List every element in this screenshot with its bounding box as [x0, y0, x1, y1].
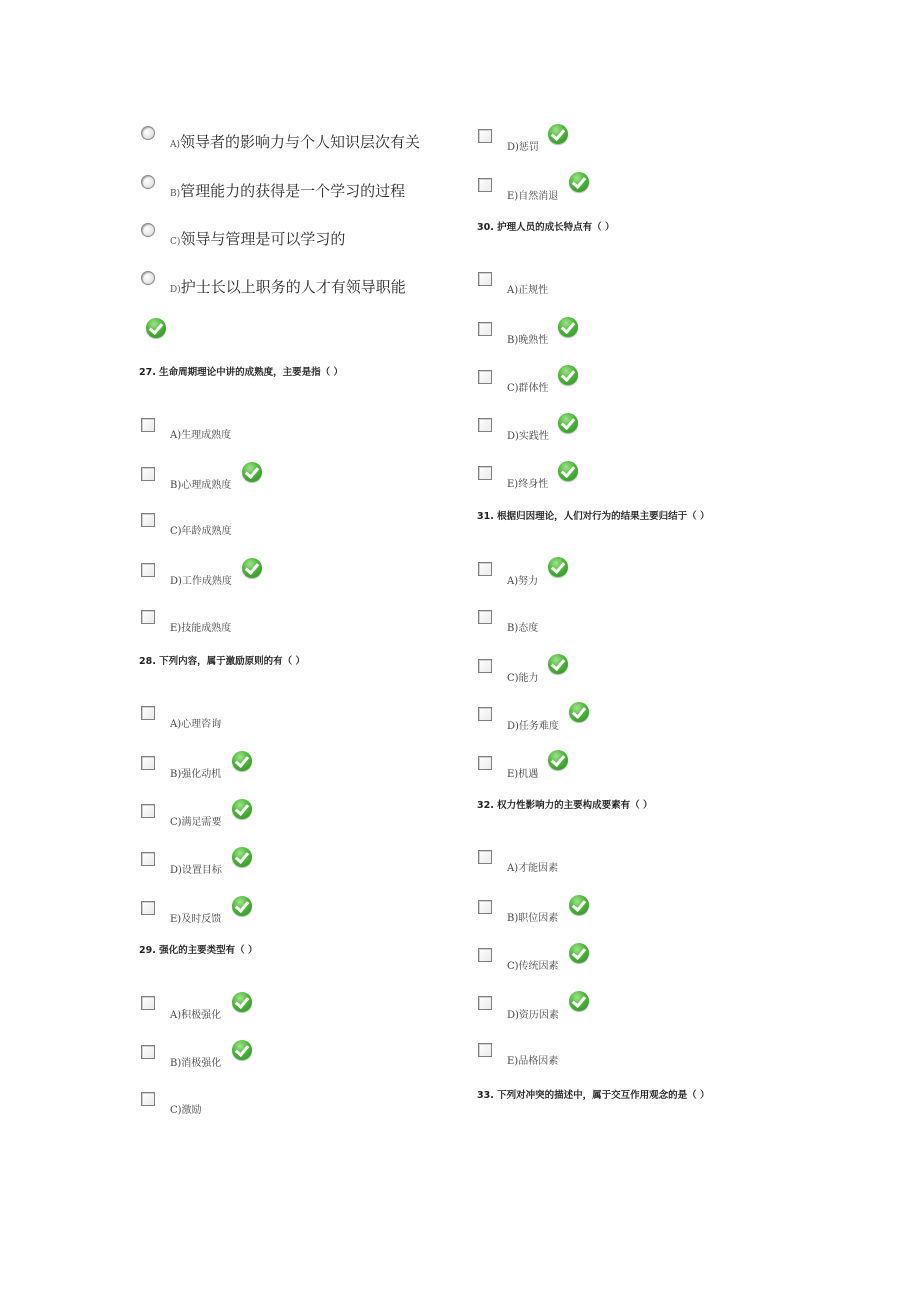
option-label: B)态度 [507, 623, 539, 634]
checkbox-q29-c[interactable] [141, 1092, 155, 1106]
green-check-icon [558, 365, 578, 385]
green-check-icon [558, 413, 578, 433]
checkbox-q27-e[interactable] [141, 610, 155, 624]
green-check-icon [569, 895, 589, 915]
option-label: D)工作成熟度 [170, 576, 232, 587]
green-check-icon [569, 943, 589, 963]
checkbox-q31-c[interactable] [478, 659, 492, 673]
question-title: 28. 下列内容，属于激励原则的有（ ） [139, 656, 305, 667]
checkbox-q28-e[interactable] [141, 901, 155, 915]
radio-q26-a[interactable] [141, 126, 155, 140]
checkbox-q32-a[interactable] [478, 850, 492, 864]
question-title: 33. 下列对冲突的描述中，属于交互作用观念的是（ ） [477, 1090, 710, 1101]
checkbox-q31-b[interactable] [478, 610, 492, 624]
option-prefix: D) [170, 285, 181, 295]
option-label: A)心理咨询 [170, 719, 222, 730]
checkbox-q28-b[interactable] [141, 756, 155, 770]
checkbox-q28-d[interactable] [141, 852, 155, 866]
option-label: B)心理成熟度 [170, 480, 232, 491]
checkbox-q32-e[interactable] [478, 1043, 492, 1057]
checkbox-q30-c[interactable] [478, 370, 492, 384]
option-label: A)积极强化 [170, 1010, 222, 1021]
option-label: B)强化动机 [170, 769, 222, 780]
option-label [170, 131, 420, 152]
checkbox-q27-b[interactable] [141, 467, 155, 481]
option-label: B)晚熟性 [507, 335, 549, 346]
green-check-icon [548, 557, 568, 577]
checkbox-q28-c[interactable] [141, 804, 155, 818]
checkbox-q27-a[interactable] [141, 418, 155, 432]
green-check-icon [569, 991, 589, 1011]
option-text: 护士长以上职务的人才有领导职能 [180, 278, 406, 296]
checkbox-q30-d[interactable] [478, 418, 492, 432]
option-label: D)设置目标 [170, 865, 222, 876]
green-check-icon [569, 172, 589, 192]
checkbox-q30-a[interactable] [478, 272, 492, 286]
option-label: B)消极强化 [170, 1058, 222, 1069]
option-prefix: B) [170, 189, 181, 199]
checkbox-q32-b[interactable] [478, 900, 492, 914]
question-title: 30. 护理人员的成长特点有（ ） [477, 222, 615, 233]
option-label: D)任务难度 [507, 721, 559, 732]
checkbox-q30-e[interactable] [478, 466, 492, 480]
radio-q26-b[interactable] [141, 175, 155, 189]
checkbox-q27-c[interactable] [141, 513, 155, 527]
question-title: 27. 生命周期理论中讲的成熟度，主要是指（ ） [139, 367, 343, 378]
option-label: E)技能成熟度 [170, 623, 232, 634]
green-check-icon [232, 847, 252, 867]
green-check-icon [548, 654, 568, 674]
green-check-icon [232, 896, 252, 916]
checkbox-q31-d[interactable] [478, 707, 492, 721]
option-text: 领导与管理是可以学习的 [180, 230, 346, 248]
green-check-icon [232, 751, 252, 771]
option-label: C)群体性 [507, 383, 549, 394]
checkbox-q29-a[interactable] [141, 996, 155, 1010]
checkbox-q28-a[interactable] [141, 706, 155, 720]
option-label: C)年龄成熟度 [170, 526, 232, 537]
checkbox-q26-d[interactable] [478, 129, 492, 143]
option-label: E)自然消退 [507, 191, 559, 202]
checkbox-q32-d[interactable] [478, 996, 492, 1010]
checkbox-q32-c[interactable] [478, 948, 492, 962]
green-check-icon [232, 799, 252, 819]
option-text: 领导者的影响力与个人知识层次有关 [180, 133, 421, 151]
checkbox-q29-b[interactable] [141, 1045, 155, 1059]
green-check-icon [232, 1040, 252, 1060]
option-label [170, 180, 405, 201]
checkbox-q26-e[interactable] [478, 178, 492, 192]
option-prefix: A) [170, 140, 181, 150]
checkbox-q27-d[interactable] [141, 563, 155, 577]
green-check-icon [146, 318, 166, 338]
green-check-icon [558, 317, 578, 337]
green-check-icon [548, 750, 568, 770]
option-label: D)实践性 [507, 431, 549, 442]
green-check-icon [558, 461, 578, 481]
option-label: C)传统因素 [507, 961, 559, 972]
green-check-icon [548, 124, 568, 144]
checkbox-q31-a[interactable] [478, 562, 492, 576]
green-check-icon [569, 702, 589, 722]
option-label: C)能力 [507, 673, 539, 684]
option-label [170, 228, 345, 249]
question-title: 31. 根据归因理论，人们对行为的结果主要归结于（ ） [477, 511, 710, 522]
question-title: 32. 权力性影响力的主要构成要素有（ ） [477, 800, 653, 811]
option-label: E)终身性 [507, 479, 549, 490]
checkbox-q31-e[interactable] [478, 756, 492, 770]
option-label: C)激励 [170, 1105, 202, 1116]
option-label: C)满足需要 [170, 817, 222, 828]
radio-q26-d[interactable] [141, 271, 155, 285]
checkbox-q30-b[interactable] [478, 322, 492, 336]
option-label: B)职位因素 [507, 913, 559, 924]
green-check-icon [232, 992, 252, 1012]
option-label: A)努力 [507, 576, 539, 587]
option-text: 管理能力的获得是一个学习的过程 [180, 182, 406, 200]
option-label: A)生理成熟度 [170, 430, 232, 441]
option-label: D)资历因素 [507, 1010, 559, 1021]
option-label: A)正规性 [507, 285, 549, 296]
option-prefix: C) [170, 237, 181, 247]
green-check-icon [242, 462, 262, 482]
radio-q26-c[interactable] [141, 223, 155, 237]
green-check-icon [242, 558, 262, 578]
option-label: E)及时反馈 [170, 914, 222, 925]
option-label: E)机遇 [507, 769, 539, 780]
option-label: A)才能因素 [507, 863, 559, 874]
question-title: 29. 强化的主要类型有（ ） [139, 945, 258, 956]
option-label: E)品格因素 [507, 1056, 559, 1067]
option-label [170, 276, 406, 297]
option-label: D)惩罚 [507, 142, 539, 153]
